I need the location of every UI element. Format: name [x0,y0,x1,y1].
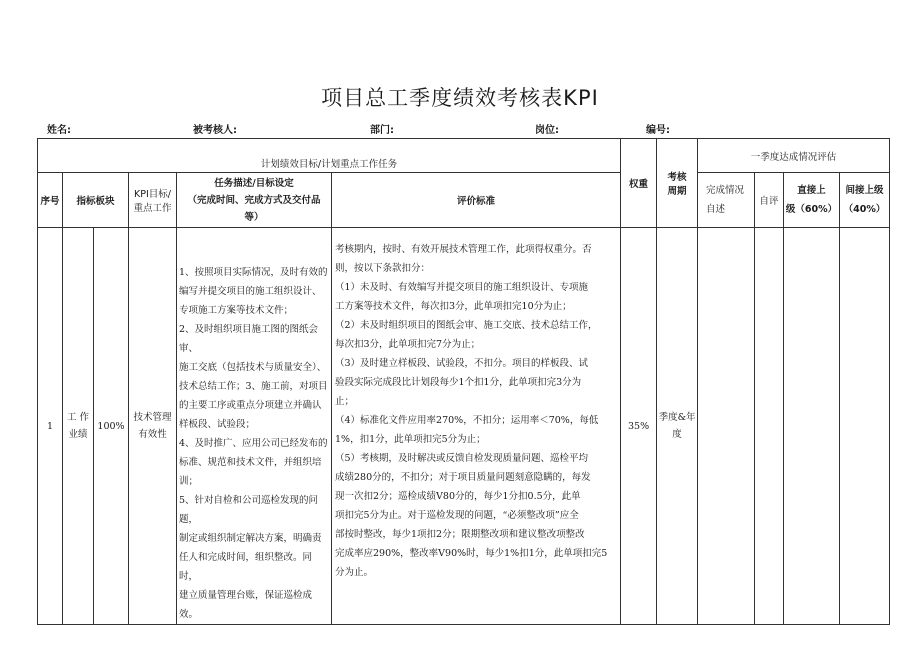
info-assessee-label: 被考核人: [193,125,237,136]
info-number-label: 编号: [646,125,670,136]
task-description-line: 5、针对自检和公司巡检发现的问题， [179,495,319,525]
task-description-line: 的主要工序或重点分项建立并确认 [179,400,322,411]
criteria-line: 则，按以下条款扣分： [335,263,431,274]
row-weight: 35% [621,228,657,625]
task-description-line: 训； [179,476,199,487]
criteria-line: 止； [335,396,355,407]
row-self-statement[interactable] [698,228,755,625]
info-dept-label: 部门: [370,125,394,136]
task-description-line: 4、及时推广、应用公司已经发布的 [179,438,328,449]
row-evaluation-criteria [332,228,621,625]
header-quarter-eval: 一季度达成情况评估 [698,139,890,173]
header-indicator: 指标板块 [63,173,129,228]
info-position-label: 岗位: [535,125,559,136]
criteria-line: （2）未及时组织项目的图纸会审、施工交底、技术总结工作， [335,320,598,331]
header-task: 任务描述/目标设定 （完成时间、完成方式及交付品 等） [177,173,332,228]
task-description-line: 任人和完成时间，组织整改。同时， [179,552,313,582]
info-name-label: 姓名: [47,125,71,136]
row-task-description [177,228,332,625]
criteria-line: 工方案等技术文件，每次扣3分，此单项扣完10分为止； [335,301,572,312]
criteria-line: （1）未及时、有效编写并提交项目的施工组织设计、专项施 [335,282,589,293]
row-direct-superior-score[interactable] [784,228,840,625]
criteria-line: （3）及时建立样板段、试验段，不扣分。项目的样板段、试 [335,358,589,369]
task-description-line: 1、按照项目实际情况，及时有效的 [179,267,328,278]
header-seq: 序号 [38,173,63,228]
criteria-line: 部按时整改，每少1项扣2分；限期整改项和建议整改项整改 [335,529,585,540]
task-description-line: 制定或组织制定解决方案，明确责 [179,533,322,544]
header-period: 考核 周期 [657,139,698,228]
row-seq: 1 [38,228,63,625]
header-kpi: KPI目标/ 重点工作 [129,173,177,228]
criteria-line: 分为止。 [335,567,374,578]
criteria-line: 考核期内，按时、有效开展技术管理工作，此项得权重分。否 [335,244,592,255]
page-title: 项目总工季度绩效考核表KPI [321,86,599,110]
header-weight: 权重 [621,139,657,228]
header-criteria: 评价标准 [332,173,621,228]
criteria-line: 项扣完5分为止。对于巡检发现的问题，“必须整改项”应全 [335,510,579,521]
task-description-line: 施工交底（包括技术与质量安全）、 [179,362,327,373]
row-indirect-superior-score[interactable] [840,228,890,625]
criteria-line: 验段实际完成段比计划段每少1个扣1分，此单项扣完3分为 [335,377,582,388]
criteria-line: 1%，扣1分，此单项扣完5分为止； [335,434,486,445]
row-category-percent: 100% [94,228,129,625]
task-description-line: 技术总结工作；3、施工前，对项目 [179,381,328,392]
criteria-line: 成绩280分的，不扣分；对于项目质量问题刻意隐瞒的，每发 [335,472,591,483]
row-kpi-target: 技术管理 有效性 [129,228,177,625]
header-self-statement: 完成情况 自述 [698,173,755,228]
task-description-line: 2、及时组织项目施工图的图纸会审、 [179,324,319,354]
task-description-line: 专项施工方案等技术文件； [179,305,294,316]
row-category: 工 作 业绩 [63,228,94,625]
task-description-line: 建立质量管理台账，保证巡检成效。 [179,590,313,620]
header-self-score: 自评 [755,173,784,228]
task-description-line: 标准、规范和技术文件，并组织培 [179,457,322,468]
header-direct-superior: 直接上 级（60%） [784,173,840,228]
header-plan: 计划绩效目标/计划重点工作任务 [38,139,621,173]
header-indirect-superior: 间接上级 （40%） [840,173,890,228]
kpi-table [37,138,890,625]
task-description-line: 样板段、试验段； [179,419,256,430]
criteria-line: 现一次扣2分；巡检成绩V80分的，每少1分扣0.5分，此单 [335,491,581,502]
criteria-line: （4）标准化文件应用率270%，不扣分；运用率＜70%，每低 [335,415,599,426]
row-self-score[interactable] [755,228,784,625]
criteria-line: 完成率应290%，整改率V90%时，每少1%扣1分，此单项扣完5 [335,548,608,559]
criteria-line: （5）考核期，及时解决或反馈自检发现质量问题、巡检平均 [335,453,589,464]
task-description-line: 编写并提交项目的施工组织设计、 [179,286,322,297]
row-period: 季度&年 度 [657,228,698,625]
criteria-line: 每次扣3分，此单项扣完7分为止； [335,339,481,350]
